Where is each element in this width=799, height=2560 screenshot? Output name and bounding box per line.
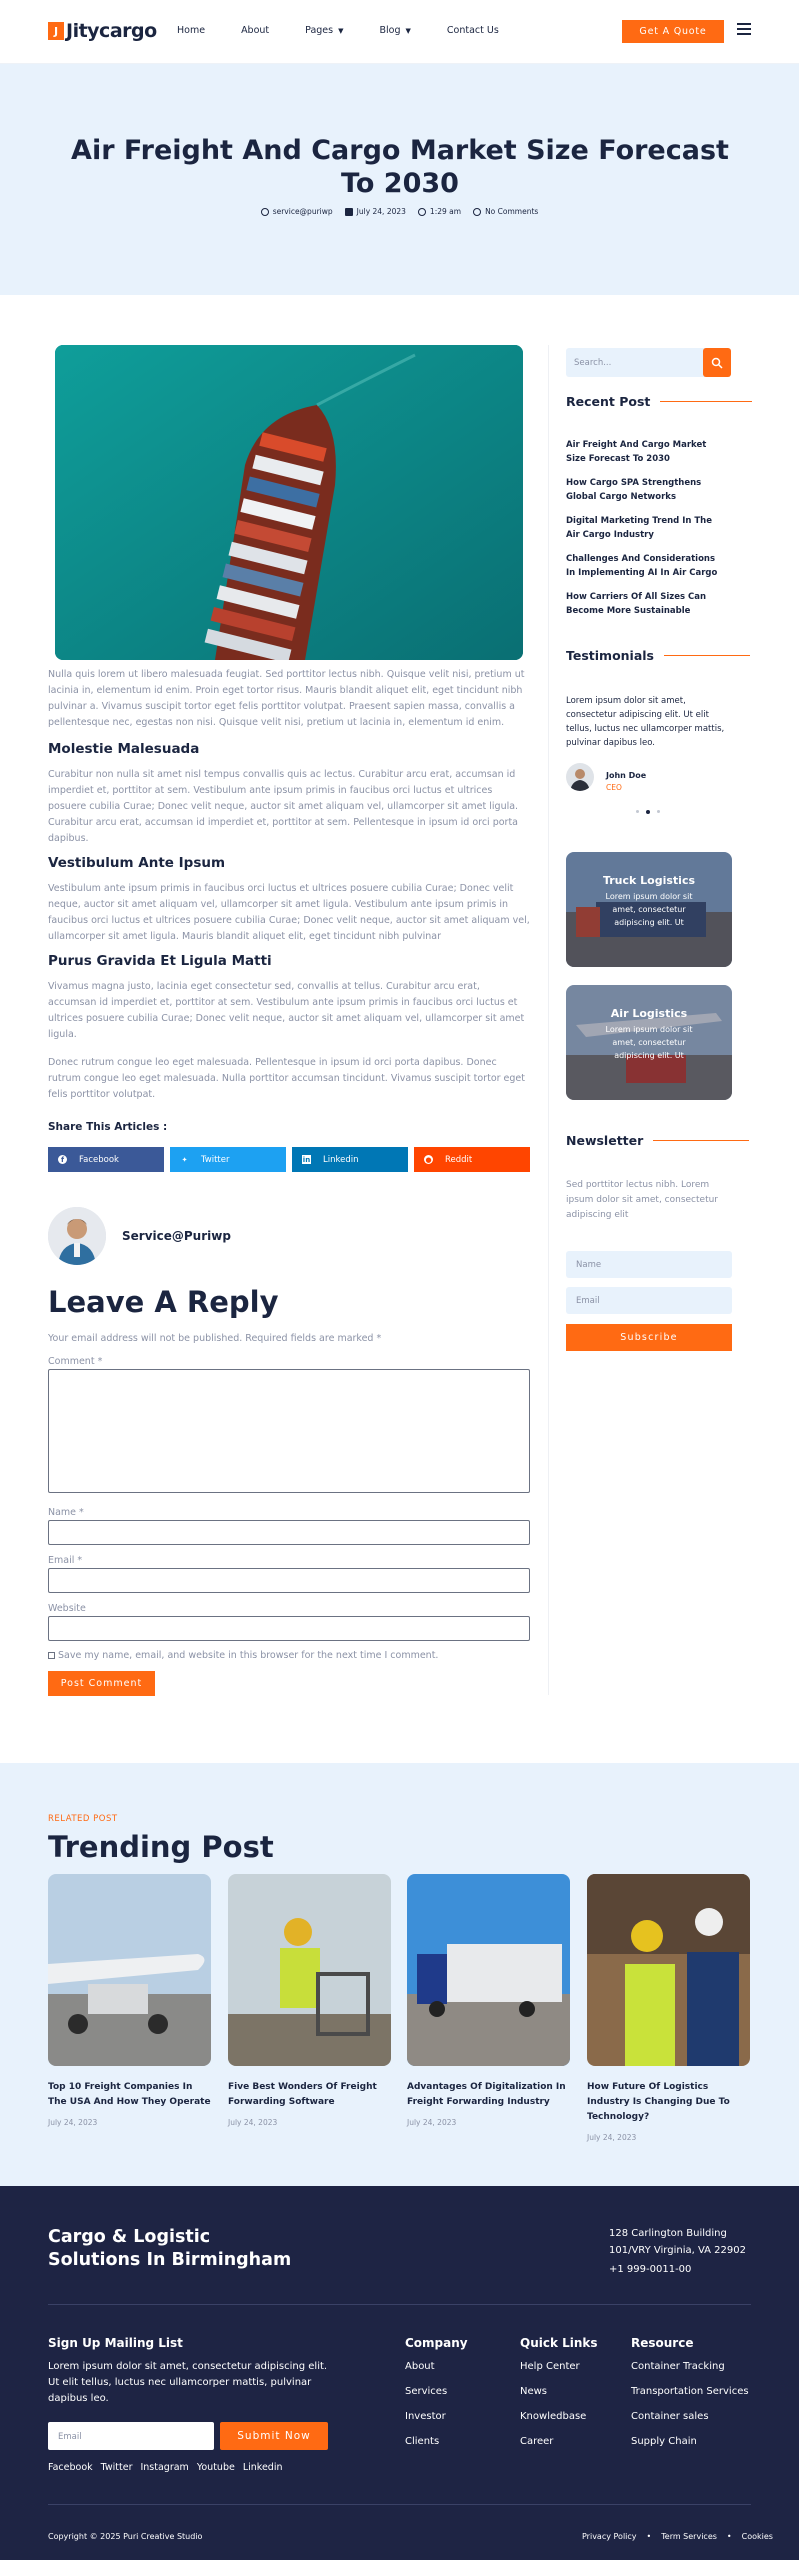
newsletter-text: Sed porttitor lectus nibh. Lorem ipsum dolor sit amet, consectetur adipiscing elit: [566, 1180, 719, 1220]
featured-image-cargo-ship: [55, 345, 523, 660]
trending-post-title: Five Best Wonders Of Freight Forwarding Software: [228, 2082, 377, 2107]
site-header: [0, 0, 799, 64]
company-title: Company: [405, 2336, 468, 2350]
bullet-separator: •: [726, 2532, 732, 2541]
nav-about-label: About: [241, 25, 270, 36]
avatar: [48, 1207, 106, 1265]
save-checkbox-label: Save my name, email, and website in this browser for the next time I comment.: [58, 1650, 439, 1661]
linkedin-icon: in: [302, 1155, 311, 1164]
article-paragraph-2: Vestibulum ante ipsum primis in faucibus orci luctus et ultrices posuere cubilia Curae; Donec velit neque, auctor sit amet aliquam vel, ullamcorper sit amet ligula. Vestibulum ante ipsum primis in faucibus orci luctus et ultrices posuere cubilia Curae; Donec velit neque, auctor sit amet aliquam vel, ullamcorper sit amet ligula. Mauris blandit aliquet elit, eget tincidunt nibh pulvinar: [48, 883, 530, 942]
social-instagram-link[interactable]: Instagram: [140, 2462, 189, 2473]
trending-post-image: [228, 1874, 391, 2066]
recent-post-4[interactable]: Challenges And Considerations In Implementing AI In Air Cargo: [566, 554, 718, 578]
footer-link-about[interactable]: About: [405, 2361, 435, 2372]
nav-contact[interactable]: [447, 25, 499, 36]
testimonial-dots[interactable]: [636, 810, 660, 814]
chevron-down-icon: ▼: [405, 26, 411, 35]
heading-purus: Purus Gravida Et Ligula Matti: [48, 953, 272, 969]
nav-home[interactable]: [177, 25, 205, 36]
logo-text: Jitycargo: [66, 20, 157, 42]
footer-link-investor[interactable]: Investor: [405, 2411, 446, 2422]
post-comment-button[interactable]: Post Comment: [48, 1671, 155, 1696]
card-air-text: Lorem ipsum dolor sit amet, consectetur adipiscing elit. Ut: [605, 1025, 693, 1060]
trending-post-4[interactable]: [587, 1874, 750, 2142]
menu-icon[interactable]: [737, 23, 751, 38]
nav-pages-label: Pages: [305, 25, 334, 36]
copyright: Copyright © 2025 Puri Creative Studio: [48, 2532, 203, 2541]
card-truck-text: Lorem ipsum dolor sit amet, consectetur adipiscing elit. Ut: [605, 892, 693, 927]
bullet-separator: •: [646, 2532, 652, 2541]
meta-time-text: 1:29 am: [429, 207, 462, 216]
article-paragraph-1: Curabitur non nulla sit amet nisl tempus convallis quis ac lectus. Curabitur arcu erat, accumsan id imperdiet et, porttitor at sem. Vestibulum ante ipsum primis in faucibus orci luctus et ultrices posuere cubilia Curae; Donec velit neque, auctor sit amet aliquam vel, ullamcorper sit amet ligula. Curabitur arcu erat, accumsan id imperdiet et, porttitor at sem. Pellentesque in ipsum id orci porta dapibus.: [48, 769, 519, 844]
get-quote-button[interactable]: Get A Quote: [622, 20, 724, 43]
reddit-icon: ●: [425, 1155, 432, 1164]
footer-link-container-tracking[interactable]: Container Tracking: [631, 2361, 725, 2372]
recent-post-2[interactable]: How Cargo SPA Strengthens Global Cargo Networks: [566, 478, 702, 502]
trending-post-title: Top 10 Freight Companies In The USA And How They Operate: [48, 2082, 211, 2107]
trending-post-date: July 24, 2023: [587, 2133, 637, 2142]
search-input[interactable]: Search...: [566, 348, 716, 377]
social-twitter-link[interactable]: Twitter: [100, 2462, 133, 2473]
meta-author-text: service@puriwp: [272, 207, 333, 216]
post-meta: [0, 207, 799, 216]
newsletter-name-input[interactable]: Name: [566, 1251, 732, 1278]
article-paragraph-4: Donec rutrum congue leo eget malesuada. Pellentesque in ipsum id orci porta dapibus. Donec rutrum congue leo eget malesuada. Nulla porttitor accumsan tincidunt. Vivamus suscipit tortor eget felis porttitor volutpat.: [48, 1057, 525, 1100]
service-card-truck[interactable]: [566, 852, 732, 967]
footer-bottom-links: [572, 2532, 773, 2541]
share-linkedin-button[interactable]: [292, 1147, 408, 1172]
footer-divider-bottom: [48, 2504, 751, 2505]
share-facebook-button[interactable]: [48, 1147, 164, 1172]
twitter-icon: ✦: [181, 1155, 188, 1164]
signup-text: Lorem ipsum dolor sit amet, consectetur adipiscing elit. Ut elit tellus, luctus nec ullamcorper mattis, pulvinar dapibus leo.: [48, 2361, 328, 2404]
website-label: Website: [48, 1603, 86, 1614]
card-air-title: Air Logistics: [610, 1007, 688, 1020]
meta-comments-text: No Comments: [485, 207, 539, 216]
footer-link-career[interactable]: Career: [520, 2436, 554, 2447]
testimonial-avatar: [566, 763, 594, 791]
trending-post-3[interactable]: [407, 1874, 570, 2127]
footer-link-supply-chain[interactable]: Supply Chain: [631, 2436, 697, 2447]
footer-address: [609, 2225, 746, 2259]
term-services-link[interactable]: Term Services: [661, 2532, 717, 2541]
share-label: Share This Articles :: [48, 1121, 168, 1133]
meta-date-text: July 24, 2023: [356, 207, 406, 216]
newsletter-title: [566, 1133, 749, 1148]
trending-post-title: How Future Of Logistics Industry Is Changing Due To Technology?: [587, 2082, 730, 2122]
name-field[interactable]: [48, 1520, 530, 1545]
recent-post-3[interactable]: Digital Marketing Trend In The Air Cargo Industry: [566, 516, 712, 540]
title-underline: [653, 1140, 749, 1142]
logo[interactable]: [48, 20, 157, 42]
footer-tagline: [48, 2226, 291, 2272]
trending-post-2[interactable]: [228, 1874, 391, 2127]
website-field[interactable]: [48, 1616, 530, 1641]
main-nav: [177, 25, 535, 36]
trending-post-image: [587, 1874, 750, 2066]
recent-post-title: [566, 394, 752, 409]
reply-note: Your email address will not be published. Required fields are marked *: [48, 1333, 382, 1344]
heading-vestibulum: Vestibulum Ante Ipsum: [48, 855, 226, 871]
nav-home-label: Home: [177, 25, 206, 36]
comment-icon: [473, 208, 481, 216]
meta-author[interactable]: [261, 207, 333, 216]
meta-comments[interactable]: [473, 207, 538, 216]
nav-blog-label: Blog: [379, 25, 401, 36]
signup-title: Sign Up Mailing List: [48, 2336, 183, 2350]
site-footer: [0, 2186, 799, 2560]
footer-social-links: [48, 2462, 290, 2473]
footer-phone[interactable]: +1 999-0011-00: [609, 2264, 692, 2275]
author-box: [48, 1207, 231, 1265]
meta-date: [345, 207, 406, 216]
social-linkedin-link[interactable]: Linkedin: [242, 2462, 283, 2473]
footer-submit-button[interactable]: Submit Now: [220, 2422, 328, 2450]
trending-post-date: July 24, 2023: [48, 2118, 98, 2127]
email-field[interactable]: [48, 1568, 530, 1593]
footer-address-line-1: 128 Carlington Building: [609, 2228, 727, 2239]
share-twitter-label: Twitter: [201, 1154, 230, 1165]
social-facebook-link[interactable]: Facebook: [48, 2462, 93, 2473]
privacy-policy-link[interactable]: Privacy Policy: [582, 2532, 637, 2541]
clock-icon: [418, 208, 426, 216]
article-intro: Nulla quis lorem ut libero malesuada feugiat. Sed porttitor lectus nibh. Quisque velit nisi, pretium ut lacinia in, elementum id enim. Proin eget tortor risus. Mauris blandit aliquet elit, eget tincidunt nibh pulvinar a. Vivamus suscipit tortor eget felis porttitor volutpat. Praesent sapien massa, convallis a pellentesque nec, egestas non nisi. Quisque velit nisi, pretium ut lacinia in, elementum id enim.: [48, 669, 525, 728]
recent-post-title-text: Recent Post: [566, 394, 651, 409]
chevron-down-icon: ▼: [338, 26, 344, 35]
testimonials-title-text: Testimonials: [566, 648, 655, 663]
heading-molestie: Molestie Malesuada: [48, 741, 200, 757]
trending-post-1[interactable]: [48, 1874, 211, 2127]
trending-post-date: July 24, 2023: [228, 2118, 278, 2127]
footer-link-help-center[interactable]: Help Center: [520, 2361, 580, 2372]
footer-link-container-sales[interactable]: Container sales: [631, 2411, 709, 2422]
search-button[interactable]: [703, 348, 731, 377]
email-label: Email *: [48, 1555, 83, 1566]
newsletter-title-text: Newsletter: [566, 1133, 644, 1148]
subscribe-button[interactable]: Subscribe: [566, 1324, 732, 1351]
article-paragraph-3: Vivamus magna justo, lacinia eget consectetur sed, convallis at tellus. Curabitur arcu erat, accumsan id imperdiet et, porttitor at sem. Vestibulum ante ipsum primis in faucibus orci luctus et ultrices posuere cubilia Curae; Donec velit neque, auctor sit amet aliquam vel, ullamcorper sit amet ligula.: [48, 981, 525, 1040]
footer-email-input[interactable]: Email: [48, 2422, 214, 2450]
service-card-air[interactable]: [566, 985, 732, 1100]
cookies-link[interactable]: Cookies: [741, 2532, 773, 2541]
share-twitter-button[interactable]: [170, 1147, 286, 1172]
testimonial-name: John Doe: [606, 771, 647, 780]
footer-address-line-2: 101/VRY Virginia, VA 22902: [609, 2245, 746, 2256]
facebook-icon: f: [58, 1155, 67, 1164]
nav-about[interactable]: [241, 25, 269, 36]
footer-link-transportation[interactable]: Transportation Services: [631, 2386, 749, 2397]
quick-links-title: Quick Links: [520, 2336, 598, 2350]
footer-divider: [48, 2304, 751, 2305]
footer-link-knowledbase[interactable]: Knowledbase: [520, 2411, 587, 2422]
share-facebook-label: Facebook: [79, 1154, 119, 1165]
search-icon: [711, 357, 723, 369]
trending-post-title: Advantages Of Digitalization In Freight Forwarding Industry: [407, 2082, 566, 2107]
share-reddit-button[interactable]: [414, 1147, 530, 1172]
footer-link-clients[interactable]: Clients: [405, 2436, 440, 2447]
trending-post-image: [48, 1874, 211, 2066]
resource-title: Resource: [631, 2336, 694, 2350]
share-buttons: [48, 1147, 536, 1172]
calendar-icon: [345, 208, 353, 216]
nav-pages[interactable]: [305, 25, 343, 36]
page-title: Air Freight And Cargo Market Size Forecast To 2030: [71, 135, 729, 199]
reply-title: Leave A Reply: [48, 1285, 279, 1319]
footer-tagline-line-1: Cargo & Logistic: [48, 2227, 211, 2247]
save-checkbox[interactable]: [48, 1652, 55, 1659]
testimonial-role: CEO: [606, 783, 622, 792]
trending-post-image: [407, 1874, 570, 2066]
meta-time: [418, 207, 461, 216]
name-label: Name *: [48, 1507, 84, 1518]
comment-textarea[interactable]: [48, 1369, 530, 1493]
share-linkedin-label: Linkedin: [323, 1154, 359, 1165]
sidebar-divider: [548, 345, 549, 1695]
recent-post-1[interactable]: Air Freight And Cargo Market Size Forecast To 2030: [566, 440, 707, 464]
newsletter-email-input[interactable]: Email: [566, 1287, 732, 1314]
nav-blog[interactable]: [380, 25, 411, 36]
recent-post-5[interactable]: How Carriers Of All Sizes Can Become More Sustainable: [566, 592, 707, 616]
user-icon: [261, 208, 269, 216]
card-truck-title: Truck Logistics: [602, 874, 696, 887]
related-title: Trending Post: [48, 1830, 274, 1864]
hero-banner: [0, 64, 799, 295]
comment-label: Comment *: [48, 1356, 103, 1367]
title-underline: [664, 655, 750, 657]
testimonials-title: [566, 648, 750, 663]
trending-post-date: July 24, 2023: [407, 2118, 457, 2127]
related-label: RELATED POST: [48, 1814, 118, 1824]
title-underline: [660, 401, 752, 403]
author-name[interactable]: Service@Puriwp: [122, 1229, 231, 1243]
nav-contact-label: Contact Us: [446, 25, 499, 36]
social-youtube-link[interactable]: Youtube: [196, 2462, 235, 2473]
footer-tagline-line-2: Solutions In Birmingham: [48, 2250, 292, 2270]
footer-link-news[interactable]: News: [520, 2386, 548, 2397]
share-reddit-label: Reddit: [445, 1154, 473, 1165]
logo-mark: J: [48, 22, 64, 40]
testimonial-text: Lorem ipsum dolor sit amet, consectetur adipiscing elit. Ut elit tellus, luctus nec ullamcorper mattis, pulvinar dapibus leo.: [566, 696, 725, 748]
footer-link-services[interactable]: Services: [405, 2386, 448, 2397]
